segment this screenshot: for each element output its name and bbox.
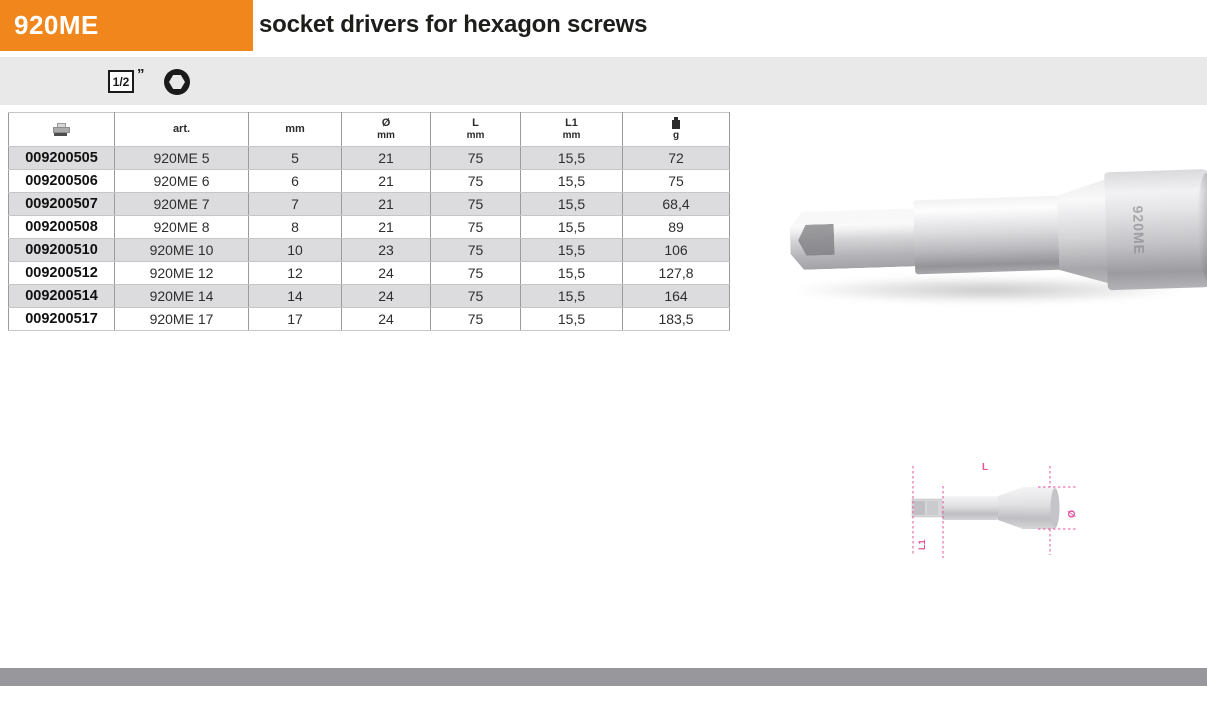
technical-drawing (900, 458, 1085, 563)
column-header-length: L mm (431, 113, 521, 147)
cell-diameter: 21 (342, 193, 431, 216)
cell-length1: 15,5 (521, 147, 623, 170)
inch-mark: ” (137, 66, 145, 83)
cell-length1: 15,5 (521, 308, 623, 331)
cell-diameter: 21 (342, 170, 431, 193)
hex-bit-tip (789, 208, 921, 270)
cell-length1: 15,5 (521, 216, 623, 239)
column-header-weight: g (623, 113, 730, 147)
dimension-label-diameter: Ø (1065, 510, 1076, 518)
cell-diameter: 24 (342, 308, 431, 331)
table-row (9, 285, 730, 308)
socket-head (1104, 169, 1207, 290)
engraved-code: 920ME (1129, 205, 1148, 256)
cell-article: 920ME 8 (115, 216, 249, 239)
cell-length1: 15,5 (521, 239, 623, 262)
column-header-art: art. (115, 113, 249, 147)
cell-size: 8 (249, 216, 342, 239)
cell-length: 75 (431, 239, 521, 262)
spec-table-wrap (8, 112, 730, 331)
cell-length: 75 (431, 170, 521, 193)
cell-size: 12 (249, 262, 342, 285)
cell-ean: 009200512 (9, 262, 115, 285)
drive-size-label: 1/2 (112, 74, 130, 89)
cell-length: 75 (431, 285, 521, 308)
table-row (9, 308, 730, 331)
column-header-length1: L1 mm (521, 113, 623, 147)
table-row (9, 147, 730, 170)
half-inch-drive-icon (108, 70, 134, 93)
cell-size: 10 (249, 239, 342, 262)
product-photo (782, 148, 1194, 316)
cell-diameter: 21 (342, 147, 431, 170)
tool-shaft (913, 196, 1063, 275)
spec-table (8, 112, 730, 331)
cell-ean: 009200506 (9, 170, 115, 193)
cell-diameter: 23 (342, 239, 431, 262)
cell-weight: 164 (623, 285, 730, 308)
cell-weight: 183,5 (623, 308, 730, 331)
cell-diameter: 24 (342, 262, 431, 285)
cell-size: 14 (249, 285, 342, 308)
cell-ean: 009200505 (9, 147, 115, 170)
column-header-diameter: Ø mm (342, 113, 431, 147)
cell-weight: 75 (623, 170, 730, 193)
hexagon-socket-icon (164, 69, 190, 95)
table-row (9, 193, 730, 216)
cell-length: 75 (431, 308, 521, 331)
cell-ean: 009200517 (9, 308, 115, 331)
table-row (9, 216, 730, 239)
cell-ean: 009200508 (9, 216, 115, 239)
cell-length: 75 (431, 147, 521, 170)
cell-ean: 009200510 (9, 239, 115, 262)
footer-bar (0, 668, 1207, 686)
cell-article: 920ME 17 (115, 308, 249, 331)
cell-weight: 127,8 (623, 262, 730, 285)
cell-diameter: 24 (342, 285, 431, 308)
table-row (9, 170, 730, 193)
table-row (9, 239, 730, 262)
cell-size: 5 (249, 147, 342, 170)
cell-length1: 15,5 (521, 170, 623, 193)
cell-article: 920ME 12 (115, 262, 249, 285)
cell-length1: 15,5 (521, 193, 623, 216)
dimension-label-length: L (982, 462, 989, 473)
cell-length1: 15,5 (521, 285, 623, 308)
column-header-ean (9, 113, 115, 147)
cell-length1: 15,5 (521, 262, 623, 285)
cell-weight: 68,4 (623, 193, 730, 216)
weight-icon (672, 120, 680, 129)
page-title: socket drivers for hexagon screws (259, 11, 648, 38)
table-body (9, 147, 730, 331)
table-header-row (9, 113, 730, 147)
ean-code-icon (53, 123, 70, 136)
cell-weight: 106 (623, 239, 730, 262)
cell-ean: 009200507 (9, 193, 115, 216)
cell-length: 75 (431, 216, 521, 239)
cell-article: 920ME 10 (115, 239, 249, 262)
cell-article: 920ME 5 (115, 147, 249, 170)
cell-length: 75 (431, 262, 521, 285)
cell-article: 920ME 6 (115, 170, 249, 193)
tool-taper (1056, 178, 1111, 286)
cell-length: 75 (431, 193, 521, 216)
socket-end-cap (1196, 173, 1207, 284)
cell-diameter: 21 (342, 216, 431, 239)
cell-weight: 72 (623, 147, 730, 170)
cell-size: 17 (249, 308, 342, 331)
cell-size: 6 (249, 170, 342, 193)
cell-article: 920ME 7 (115, 193, 249, 216)
product-code: 920ME (14, 10, 99, 40)
dimension-label-tip: L1 (917, 539, 927, 550)
cell-weight: 89 (623, 216, 730, 239)
hexagon-bore (169, 74, 185, 90)
cell-article: 920ME 14 (115, 285, 249, 308)
table-row (9, 262, 730, 285)
header-code-block (0, 0, 253, 51)
cell-ean: 009200514 (9, 285, 115, 308)
icon-band (0, 57, 1207, 105)
cell-size: 7 (249, 193, 342, 216)
column-header-mm: mm (249, 113, 342, 147)
